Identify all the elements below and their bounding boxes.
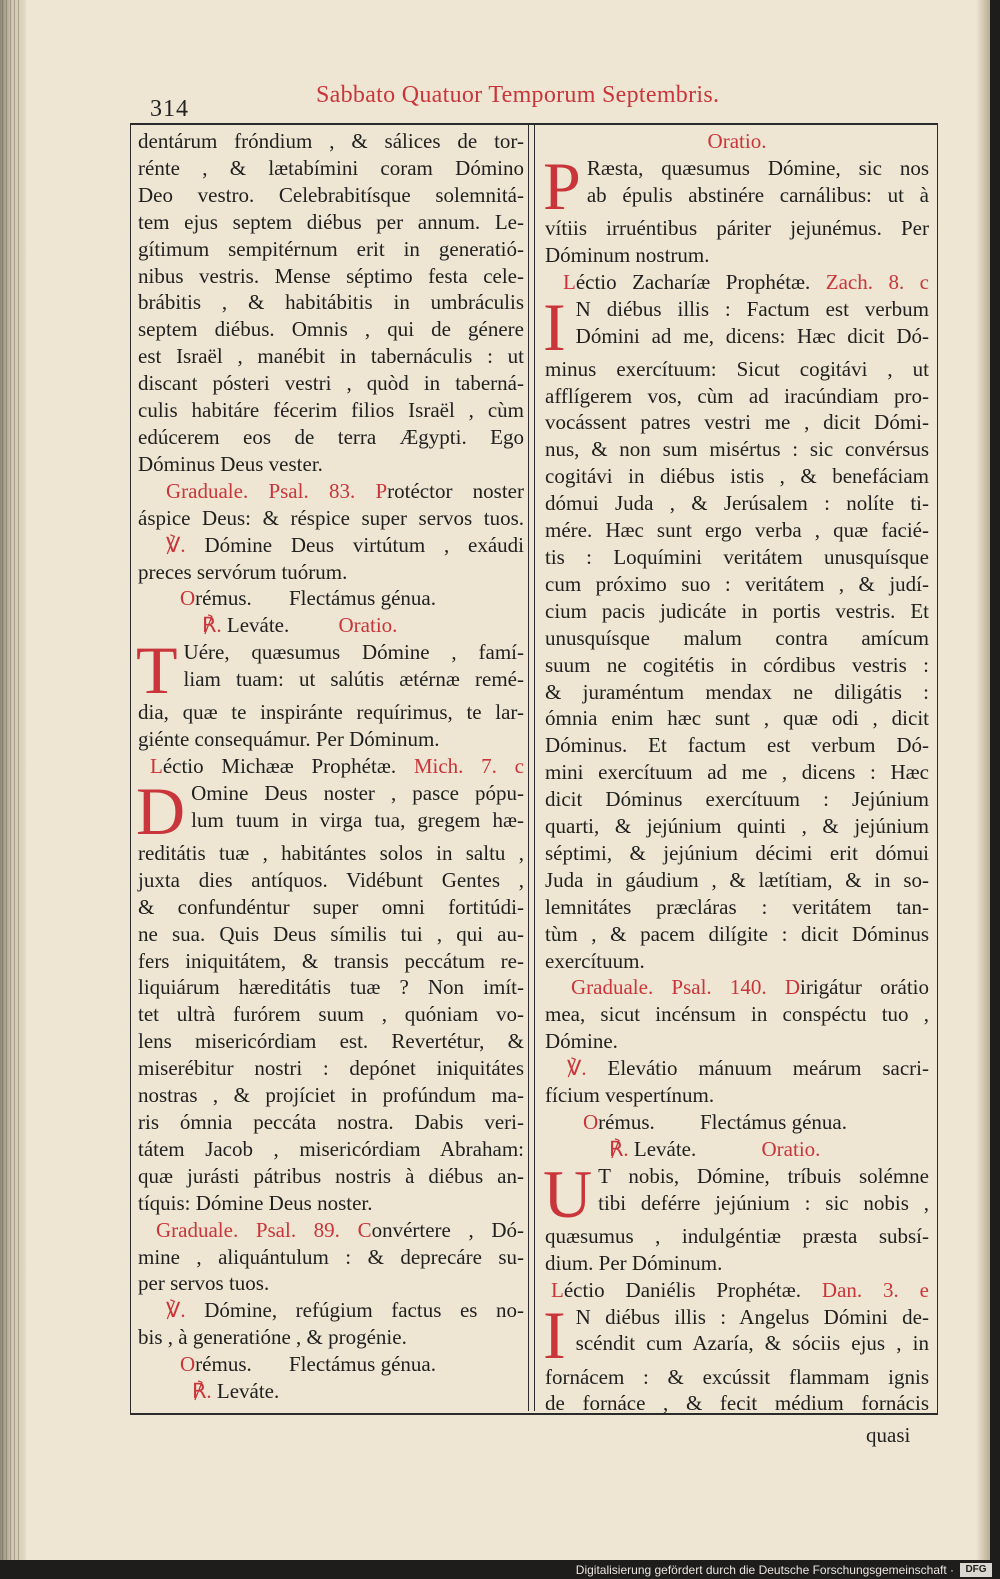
text-line: nibus vestris. Mense séptimo festa cele- <box>138 263 524 288</box>
page-number: 314 <box>150 96 189 122</box>
text-line: septem diébus. Omnis , qui de génere <box>138 317 524 342</box>
gradual-initial: P <box>375 478 388 503</box>
versicle: ℣. Dómine Deus virtútum , exáudi <box>166 532 525 557</box>
text-line: Dóminus Deus vester. <box>138 451 323 476</box>
levate-line: ℟. Leváte. Oratio. <box>609 1136 821 1161</box>
text-line: brábitis , & habitábitis in umbráculis <box>138 290 524 315</box>
text-line: tem ejus septem diébus per annum. Le- <box>138 209 524 234</box>
footer-credit: Digitalisierung gefördert durch die Deutsche Forschungsgemeinschaft · <box>575 1563 954 1577</box>
left-column: dentárum fróndium , & sálices de tor- rénte , & lætabímini coram Dómino Deo vestro. Celebrabitísque solemnitá- tem ejus septem diébus per annum. Le- gítimum sempitérnum erit in generatió- nibus vestris. Mense séptimo festa cele- brábitis , & habitábitis in umbráculis septem diébus. Omnis , qui de génere est Israël , manébit in tabernáculis : ut discant pósteri vestri , quòd in taberná- culis habitáre fécerim filios Israël , cùm edúcerem eos de terra Ægypti. Ego Dóminus Deus vester. Graduale. Psal. 83. Protéctor noster áspice Deus: & réspice super servos tuos. ℣. Dómine Deus virtútum , exáudi preces servórum tuórum. Orémus. Flectámus génua. ℟. Leváte. Oratio. T Uére, quæsumus Dómine , famí- liam tuam: ut salútis ætérnæ remé- dia, quæ te inspiránte requírimus, te lar- giénte consequámur. Per Dóminum. Léctio Michææ Prophétæ. Mich. 7. c D Omine Deus noster , pasce pópu- lum tuum in virga tua, gregem hæ- reditátis tuæ , habitántes solos in saltu , juxta dies antíquos. Vidébunt Gentes , & confundéntur super omni fortitúdi- ne sua. Quis Deus símilis tui , qui au- fers iniquitátem, & transis peccátum re- liquiárum hæreditátis tuæ ? Non imít- tet ultrà furórem suum , quóniam vo- lens misericórdiam est. Revertétur, & miserébitur nostri : depónet iniquitátes nostras , & projíciet in profúndum ma- ris ómnia peccáta nostra. Dabis veri- tátem Jacob , misericórdiam Abraham: quæ jurásti pátribus nostris à diébus an- tíquis: Dómine Deus noster. Graduale. Psal. 89. Convértere , Dó- mine , aliquántulum : & deprecáre su- per servos tuos. ℣. Dómine, refúgium factus es no- bis , à generatióne , & progénie. Orémus. Flectámus génua. ℟. Leváte. <box>136 129 525 1404</box>
reading-block: I N diébus illis : Angelus Dómini de- scéndit cum Azaría, & sóciis ejus , in fornácem : & excússit flammam ignis de fornáce , & fecit médium fornácis <box>543 1296 929 1416</box>
drop-cap: T <box>136 632 178 709</box>
prayer-block: P Ræsta, quæsumus Dómine, sic nos ab épulis abstinére carnálibus: ut à vítiis irruéntibus páriter jejunémus. Per Dóminum nostrum. <box>543 147 929 267</box>
text-line: áspice Deus: & réspice super servos tuos. <box>138 505 524 530</box>
reading-ref: Dan. 3. e <box>821 1277 930 1302</box>
drop-cap: I <box>543 288 566 365</box>
text-line: preces servórum tuórum. <box>138 559 348 584</box>
text-line: gítimum sempitérnum erit in generatió- <box>138 236 524 261</box>
oratio-heading: Oratio. <box>761 1136 821 1161</box>
right-column: Oratio. P Ræsta, quæsumus Dómine, sic nos ab épulis abstinére carnálibus: ut à vítiis irruéntibus páriter jejunémus. Per Dóminum nostrum. Léctio Zacharíæ Prophétæ. Zach. 8. c I N diébus illis : Factum est verbum Dómini ad me, dicens: Hæc dicit Dó- minus exercítuum: Sicut cogitávi , ut afflígerem vos, cùm ad iracúndiam pro- vocássent patres vestri me , dicit Dómi- nus, & non sum misértus : sic convérsus cogitávi in diébus istis , & benefáciam dómui Juda , & Jerúsalem : nolíte ti- mére. Hæc sunt ergo verba , quæ facié- tis : Loquímini veritátem unusquísque cum próximo suo : veritátem , & judí- cium pacis judicáte in portis vestris. Et unusquísque malum contra amícum suum ne cogitétis in córdibus vestris : & juraméntum mendax ne diligátis : ómnia enim hæc sunt , quæ odi , dicit Dóminus. Et factum est verbum Dó- mini exercítuum ad me , dicens : Hæc dicit Dóminus exercítuum : Jejúnium quarti, & jejúnium quinti , & jejúnium séptimi, & jejúnium décimi erit dómui Juda in gáudium , & lætítiam, & in so- lemnitátes præcláras : veritátem tan- tùm , & pacem dilígite : dicit Dóminus exercítuum. Graduale. Psal. 140. Dirigátur orátio mea, sicut incénsum in conspéctu tuo , Dómine. ℣. Elevátio mánuum meárum sacri- fícium vespertínum. Orémus. Flectámus génua. ℟. Leváte. Oratio. U T nobis, Dómine, tríbuis solémne tibi deférre jejúnium : sic nobis , quæsumus , indulgéntiæ præsta subsí- dium. Per Dóminum. Léctio Daniélis Prophétæ. Dan. 3. e I N diébus illis : Angelus Dómini de- scéndit cum Azaría, & sóciis ejus , in fornácem : & excússit flammam ignis de fornáce , & fecit médium fornácis <box>543 129 930 1416</box>
prayer-block: T Uére, quæsumus Dómine , famí- liam tuam: ut salútis ætérnæ remé- dia, quæ te inspiránte requírimus, te lar- giénte consequámur. Per Dóminum. <box>136 632 524 752</box>
levate-line: ℟. Leváte. Oratio. <box>202 613 398 638</box>
drop-cap: P <box>543 147 581 224</box>
reading-heading: Léctio Daniélis Prophétæ. Dan. 3. e <box>551 1277 930 1302</box>
drop-cap: I <box>543 1296 566 1373</box>
dfg-logo: DFG <box>960 1563 992 1577</box>
gradual-label: Graduale. Psal. 89. <box>156 1217 340 1242</box>
running-title: Sabbato Quatuor Temporum Septembris. <box>316 82 720 108</box>
reading-ref: Zach. 8. c <box>825 269 929 294</box>
page-right-edge <box>976 0 990 1560</box>
levate-line: ℟. Leváte. <box>192 1379 280 1404</box>
page-edge-lines <box>2 0 20 1560</box>
gradual-label: Graduale. Psal. 83. <box>166 478 356 503</box>
text-line: dentárum fróndium , & sálices de tor- <box>138 129 524 153</box>
gradual-heading: Graduale. Psal. 140. Dirigátur orátio <box>571 975 929 1000</box>
catchword: quasi <box>866 1423 911 1447</box>
oratio-heading: Oratio. <box>338 613 398 638</box>
drop-cap: D <box>136 772 186 849</box>
versicle: ℣. Elevátio mánuum meárum sacri- <box>567 1056 930 1081</box>
reading-block: D Omine Deus noster , pasce pópu- lum tuum in virga tua, gregem hæ- reditátis tuæ , habitántes solos in saltu , juxta dies antíquos. Vidébunt Gentes , & confundéntur super omni fortitúdi- ne sua. Quis Deus símilis tui , qui au- fers iniquitátem, & transis peccátum re- liquiárum hæreditátis tuæ ? Non imít- tet ultrà furórem suum , quóniam vo- lens misericórdiam est. Revertétur, & miserébitur nostri : depónet iniquitátes nostras , & projíciet in profúndum ma- ris ómnia peccáta nostra. Dabis veri- tátem Jacob , misericórdiam Abraham: quæ jurásti pátribus nostris à diébus an- tíquis: Dómine Deus noster. <box>136 772 524 1215</box>
text-line: culis habitáre fécerim filios Israël , cùm <box>138 398 524 423</box>
gradual-heading: Graduale. Psal. 83. Protéctor noster <box>166 478 525 503</box>
reading-heading: Léctio Michææ Prophétæ. Mich. 7. c <box>150 754 524 779</box>
oremus-line: Orémus. Flectámus génua. <box>180 1352 436 1377</box>
oratio-heading: Oratio. <box>707 129 767 153</box>
text-line: rénte , & lætabímini coram Dómino <box>138 155 524 180</box>
text-line: edúcerem eos de terra Ægypti. Ego <box>138 424 524 449</box>
column-rule-left <box>528 123 529 1411</box>
reading-block: I N diébus illis : Factum est verbum Dómini ad me, dicens: Hæc dicit Dó- minus exercítuum: Sicut cogitávi , ut afflígerem vos, cùm ad iracúndiam pro- vocássent patres vestri me , dicit Dómi- nus, & non sum misértus : sic convérsus cogitávi in diébus istis , & benefáciam dómui Juda , & Jerúsalem : nolíte ti- mére. Hæc sunt ergo verba , quæ facié- tis : Loquímini veritátem unusquísque cum próximo suo : veritátem , & judí- cium pacis judicáte in portis vestris. Et unusquísque malum contra amícum suum ne cogitétis in córdibus vestris : & juraméntum mendax ne diligátis : ómnia enim hæc sunt , quæ odi , dicit Dóminus. Et factum est verbum Dó- mini exercítuum ad me , dicens : Hæc dicit Dóminus exercítuum : Jejúnium quarti, & jejúnium quinti , & jejúnium séptimi, & jejúnium décimi erit dómui Juda in gáudium , & lætítiam, & in so- lemnitátes præcláras : veritátem tan- tùm , & pacem dilígite : dicit Dóminus exercítuum. <box>543 288 929 973</box>
gradual-heading: Graduale. Psal. 89. Convértere , Dó- <box>156 1217 524 1242</box>
text-line: Deo vestro. Celebrabitísque solemnitá- <box>138 182 524 207</box>
oremus-line: Orémus. Flectámus génua. <box>583 1110 847 1134</box>
text-line: est Israël , manébit in tabernáculis : ut <box>138 344 524 369</box>
text-line: discant pósteri vestri , quòd in taberná- <box>138 371 524 396</box>
versicle: ℣. Dómine, refúgium factus es no- <box>166 1298 524 1323</box>
drop-cap: U <box>543 1155 593 1232</box>
reading-ref: Mich. 7. c <box>413 754 524 779</box>
gradual-label: Graduale. Psal. 140. <box>571 975 767 1000</box>
oremus-line: Orémus. Flectámus génua. <box>180 586 436 611</box>
prayer-block: U T nobis, Dómine, tríbuis solémne tibi deférre jejúnium : sic nobis , quæsumus , indulgéntiæ præsta subsí- dium. Per Dóminum. <box>543 1155 929 1275</box>
reading-heading: Léctio Zacharíæ Prophétæ. Zach. 8. c <box>563 269 929 294</box>
versicle-sign: ℣. <box>166 532 186 557</box>
column-rule-right <box>534 123 535 1411</box>
